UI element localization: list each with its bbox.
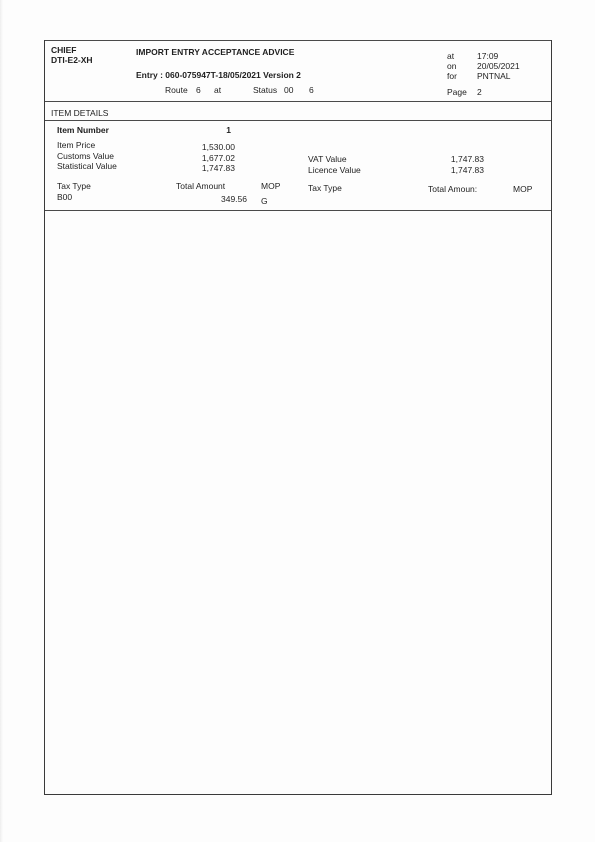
header-top-rule: [45, 40, 551, 41]
statistical-value-amount: 1,747.83: [201, 163, 235, 173]
page-number: 2: [477, 87, 482, 97]
tax-table-bottom-rule: [45, 210, 551, 211]
time-value: 17:09: [477, 51, 499, 61]
entry-reference: Entry : 060-075947T-18/05/2021 Version 2: [136, 70, 301, 80]
status-code: 00: [284, 85, 294, 95]
mop-header-2: MOP: [513, 184, 533, 194]
statistical-value-label: Statistical Value: [57, 161, 117, 171]
time-at-label: at: [447, 51, 455, 61]
item-number-value: 1: [226, 125, 231, 135]
vat-value-label: VAT Value: [308, 154, 347, 164]
item-details-rule: [45, 120, 551, 121]
document-title: IMPORT ENTRY ACCEPTANCE ADVICE: [136, 47, 295, 57]
item-price-label: Item Price: [57, 140, 96, 150]
status-label: Status: [253, 85, 278, 95]
vat-value-amount: 1,747.83: [450, 154, 484, 164]
licence-value-amount: 1,747.83: [450, 165, 484, 175]
tax-row-mop: G: [261, 196, 268, 206]
total-amount-header: Total Amount: [176, 181, 226, 191]
customs-value-label: Customs Value: [57, 151, 115, 161]
for-label: for: [447, 71, 457, 81]
tax-row-amount: 349.56: [221, 194, 247, 204]
for-value: PNTNAL: [477, 71, 511, 81]
date-value: 20/05/2021: [477, 61, 520, 71]
customs-value-amount: 1,677.02: [201, 153, 235, 163]
total-amount-header-2: Total Amoun:: [428, 184, 478, 194]
tax-row-type: B00: [57, 192, 73, 202]
tax-type-header-2: Tax Type: [308, 183, 342, 193]
header-bottom-rule: [45, 101, 551, 102]
system-name: CHIEF: [51, 45, 77, 55]
page-label: Page: [447, 87, 467, 97]
licence-value-label: Licence Value: [308, 165, 361, 175]
route-value: 6: [196, 85, 201, 95]
document-frame: [44, 40, 552, 795]
item-price-value: 1,530.00: [201, 142, 235, 152]
system-code: DTI-E2-XH: [51, 55, 93, 65]
mop-header: MOP: [261, 181, 281, 191]
scan-shadow-left: [0, 0, 3, 842]
item-details-heading: ITEM DETAILS: [51, 108, 109, 118]
date-on-label: on: [447, 61, 457, 71]
status-value: 6: [309, 85, 314, 95]
route-label: Route: [165, 85, 188, 95]
route-at-label: at: [214, 85, 222, 95]
item-number-label: Item Number: [57, 125, 109, 135]
tax-type-header: Tax Type: [57, 181, 91, 191]
